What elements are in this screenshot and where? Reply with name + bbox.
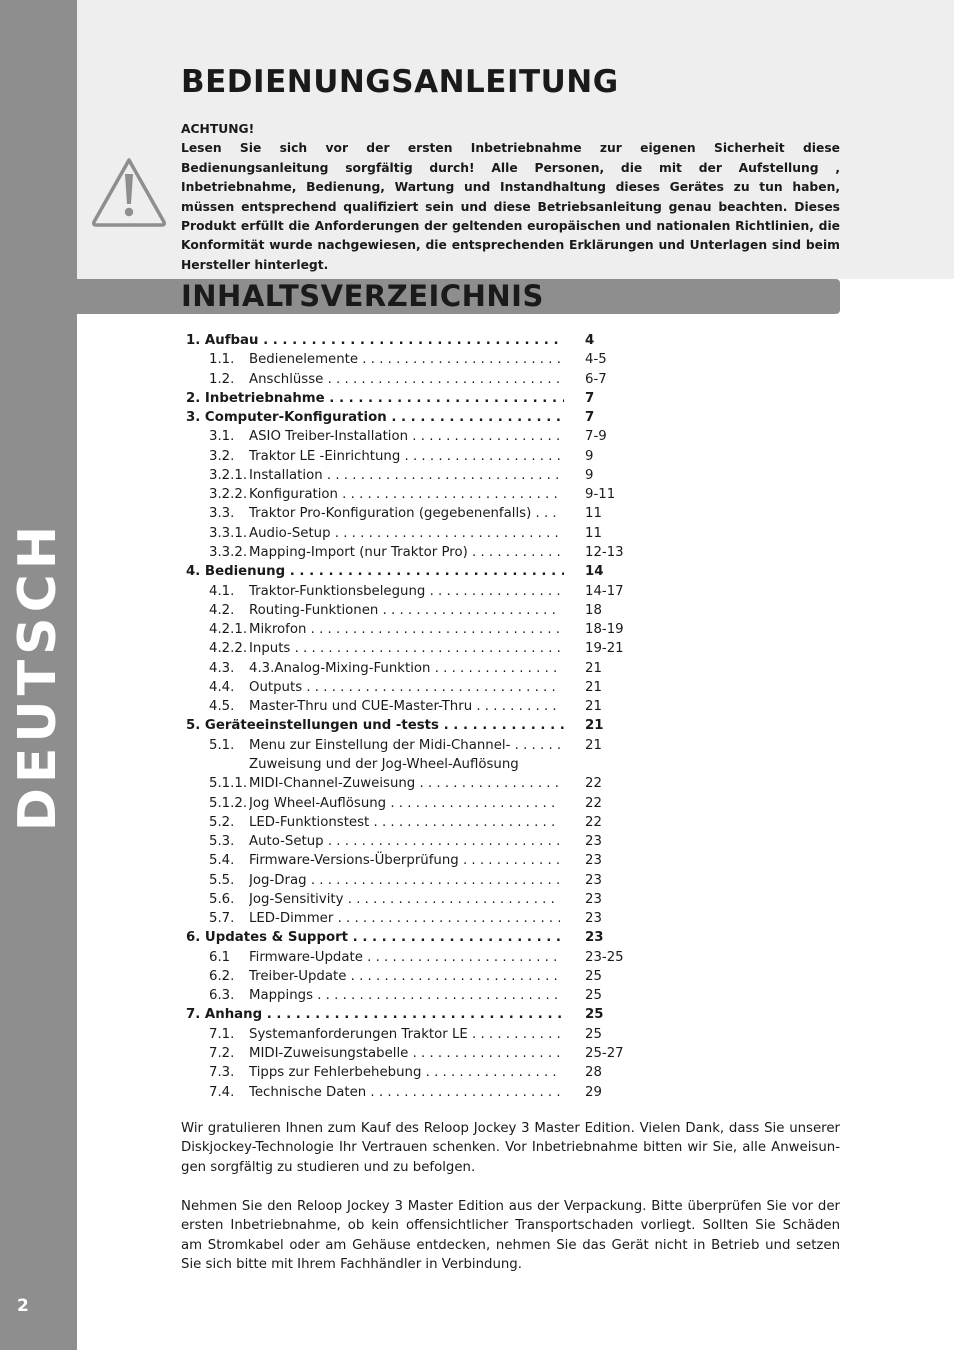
toc-entry-label: Inputs . . . xyxy=(249,639,560,658)
toc-entry[interactable] xyxy=(0,851,954,870)
toc-entry-number: 5.5. xyxy=(209,872,235,888)
toc-entry[interactable] xyxy=(0,794,954,813)
toc-entry-label: Mapping-Import (nur Traktor Pro) . . . xyxy=(249,543,560,562)
toc-entry[interactable] xyxy=(0,427,954,446)
toc-entry-page: 7 xyxy=(585,410,595,426)
toc-entry-page: 21 xyxy=(585,737,602,753)
toc-entry[interactable] xyxy=(0,928,954,947)
toc-entry-label: MIDI-Channel-Zuweisung . . . xyxy=(249,774,560,793)
safety-warning xyxy=(181,120,840,275)
toc-entry-page: 23 xyxy=(585,853,602,869)
intro-text-1: Wir gratulieren Ihnen zum Kauf des Reloop Jockey 3 Master Edition. Vielen Dank, dass Sie unserer Diskjockey-Technologie Ihr Vertrauen schenken. Vor Inbetriebnahme bitten wir Sie, alle Anweisungen sorgfältig zu studieren und zu befolgen. xyxy=(181,1121,840,1175)
toc-entry-number: 4.3. xyxy=(209,660,235,676)
toc-entry-number: 6.3. xyxy=(209,988,235,1004)
intro-text-2: Nehmen Sie den Reloop Jockey 3 Master Edition aus der Verpackung. Bitte überprüfen Sie vor der ersten Inbetriebnahme, ob kein offensichtlicher Transportschaden vorliegt. Sollten Sie Schäden am Stromkabel oder am Gehäuse entdecken, nehmen Sie das Gerät nicht in Betrieb und setzen Sie sich bitte mit Ihrem Fachhändler in Verbindung. xyxy=(181,1199,840,1273)
toc-entry-label: 4.3.Analog-Mixing-Funktion . . . xyxy=(249,659,560,678)
toc-entry[interactable] xyxy=(0,408,954,427)
toc-entry-label: Routing-Funktionen . . . xyxy=(249,601,560,620)
toc-entry-label: Firmware-Update . . . xyxy=(249,948,560,967)
toc-entry[interactable] xyxy=(0,697,954,716)
toc-entry-number: 5.1. xyxy=(209,737,235,753)
toc-entry-number: 1.2. xyxy=(209,371,235,387)
toc-entry-page: 21 xyxy=(585,718,604,734)
toc-entry-label: 1. Aufbau . . . xyxy=(186,331,564,350)
toc-entry-page: 28 xyxy=(585,1065,602,1081)
toc-entry-label: Master-Thru und CUE-Master-Thru . . . xyxy=(249,697,560,716)
toc-entry-page: 18 xyxy=(585,602,602,618)
intro-paragraph-2 xyxy=(181,1197,840,1275)
toc-entry-label: Traktor LE -Einrichtung . . . xyxy=(249,447,560,466)
toc-entry-label: Jog-Sensitivity . . . xyxy=(249,890,560,909)
toc-entry-number: 6.2. xyxy=(209,968,235,984)
toc-entry-page: 12-13 xyxy=(585,545,624,560)
toc-entry[interactable] xyxy=(0,543,954,562)
toc-entry-number: 5.1.2. xyxy=(209,795,248,811)
toc-entry-page: 23-25 xyxy=(585,949,624,965)
toc-entry-number: 7.2. xyxy=(209,1046,235,1061)
toc-entry-number: 5.1.1. xyxy=(209,776,248,792)
toc-entry[interactable] xyxy=(0,504,954,523)
toc-entry-page: 29 xyxy=(585,1084,602,1100)
toc-entry-number: 4.1. xyxy=(209,583,235,599)
toc-entry[interactable] xyxy=(0,890,954,909)
toc-entry-number: 7.1. xyxy=(209,1026,235,1042)
toc-entry-label: ASIO Treiber-Installation . . . xyxy=(249,427,560,446)
toc-entry[interactable] xyxy=(0,716,954,735)
toc-entry[interactable] xyxy=(0,1025,954,1044)
toc-entry-number: 5.2. xyxy=(209,814,235,830)
toc-entry-label: MIDI-Zuweisungstabelle . . . xyxy=(249,1044,560,1063)
toc-entry[interactable] xyxy=(0,350,954,369)
toc-entry-label: Bedienelemente . . . xyxy=(249,350,560,369)
toc-entry-page: 23 xyxy=(585,872,602,888)
toc-entry-label: Treiber-Update . . . xyxy=(249,967,560,986)
toc-entry-label: Outputs . . . xyxy=(249,678,560,697)
toc-entry-page: 7-9 xyxy=(585,429,607,445)
toc-entry[interactable] xyxy=(0,813,954,832)
toc-entry-label: Jog-Drag . . . xyxy=(249,871,560,890)
toc-entry[interactable] xyxy=(0,639,954,658)
page-title: BEDIENUNGSANLEITUNG xyxy=(181,64,619,100)
toc-entry-label: Jog Wheel-Auflösung . . . xyxy=(249,794,560,813)
toc-entry-number: 3.2.2. xyxy=(209,487,248,503)
toc-entry-page: 4 xyxy=(585,333,595,348)
toc-entry-label: Firmware-Versions-Überprüfung . . . xyxy=(249,851,560,870)
toc-entry[interactable] xyxy=(0,774,954,793)
toc-entry[interactable] xyxy=(0,1083,954,1102)
toc-entry-number: 4.2.1. xyxy=(209,622,248,638)
toc-entry-number: 4.2.2. xyxy=(209,641,248,657)
page-number: 2 xyxy=(17,1296,29,1316)
toc-entry-label: Zuweisung und der Jog-Wheel-Auflösung xyxy=(249,756,519,772)
toc-entry-number: 3.1. xyxy=(209,429,235,445)
toc-entry[interactable] xyxy=(0,485,954,504)
toc-entry-number: 5.4. xyxy=(209,853,235,869)
toc-entry-label: LED-Dimmer . . . xyxy=(249,909,560,928)
toc-entry[interactable] xyxy=(0,986,954,1005)
toc-entry[interactable] xyxy=(0,659,954,678)
warning-heading: ACHTUNG! xyxy=(181,122,255,136)
toc-entry-label: Technische Daten . . . xyxy=(249,1083,560,1102)
toc-entry[interactable] xyxy=(0,1005,954,1024)
toc-entry-label: Konfiguration . . . xyxy=(249,485,560,504)
toc-entry-number: 1.1. xyxy=(209,352,235,368)
toc-entry-page: 25 xyxy=(585,1007,604,1023)
toc-entry-number: 4.4. xyxy=(209,679,235,695)
toc-entry-number: 5.6. xyxy=(209,891,235,907)
toc-entry-page: 21 xyxy=(585,660,602,676)
toc-entry-page: 22 xyxy=(585,795,602,811)
toc-entry-page: 25 xyxy=(585,1026,602,1042)
toc-entry-number: 7.4. xyxy=(209,1084,235,1100)
toc-entry-label: 6. Updates & Support . . . xyxy=(186,928,564,947)
toc-entry[interactable] xyxy=(0,1063,954,1082)
toc-entry-label: Menu zur Einstellung der Midi-Channel- . . . xyxy=(249,736,560,755)
toc-entry-page: 11 xyxy=(585,525,602,541)
toc-entry-page: 7 xyxy=(585,390,595,406)
toc-entry-label: Installation . . . xyxy=(249,466,560,485)
toc-entry-label: 7. Anhang . . . xyxy=(186,1005,564,1024)
toc-entry[interactable] xyxy=(0,447,954,466)
toc-entry[interactable] xyxy=(0,370,954,389)
toc-entry-page: 25 xyxy=(585,968,602,984)
warning-text: Lesen Sie sich vor der ersten Inbetriebnahme zur eigenen Sicherheit diese Bedienungsanleitung sorgfältig durch! Alle Personen, die mit der Aufstellung , Inbetriebnahme, Bedienung, Wartung und Instandhaltung dieses Gerätes zu tun haben, müssen entsprechend qualifiziert sein und diese Betriebsanleitung genau beachten. Dieses Produkt erfüllt die Anforderungen der geltenden europäischen und nationalen Richtlinien, die Konformität wurde nachgewiesen, die entsprechenden Erklärungen und Unterlagen sind beim Hersteller hinterlegt. xyxy=(181,141,840,272)
toc-entry-label: 3. Computer-Konfiguration . . . xyxy=(186,408,564,427)
toc-entry[interactable] xyxy=(0,967,954,986)
toc-entry-page: 9-11 xyxy=(585,487,616,503)
toc-entry-page: 6-7 xyxy=(585,371,607,387)
toc-entry-number: 3.3. xyxy=(209,506,235,522)
toc-entry-label: 5. Geräteeinstellungen und -tests . . . xyxy=(186,716,564,735)
toc-entry[interactable] xyxy=(0,389,954,408)
toc-entry-label: LED-Funktionstest . . . xyxy=(249,813,560,832)
toc-entry[interactable] xyxy=(0,736,954,755)
toc-entry[interactable] xyxy=(0,524,954,543)
toc-entry-number: 3.2. xyxy=(209,448,235,464)
toc-entry[interactable] xyxy=(0,948,954,967)
toc-entry-number: 3.2.1. xyxy=(209,467,248,483)
toc-entry[interactable] xyxy=(0,582,954,601)
toc-entry-page: 22 xyxy=(585,814,602,830)
toc-entry-label: Traktor-Funktionsbelegung . . . xyxy=(249,582,560,601)
toc-entry-page: 25-27 xyxy=(585,1046,624,1061)
toc-entry-page: 4-5 xyxy=(585,352,607,368)
toc-title: INHALTSVERZEICHNIS xyxy=(181,279,544,313)
warning-triangle-icon xyxy=(90,156,168,228)
toc-entry[interactable] xyxy=(0,466,954,485)
toc-entry-label: Traktor Pro-Konfiguration (gegebenenfalls) . . . xyxy=(249,504,560,523)
toc-entry-page: 19-21 xyxy=(585,641,624,657)
toc-entry-page: 21 xyxy=(585,699,602,715)
toc-entry[interactable] xyxy=(0,909,954,928)
toc-entry-page: 9 xyxy=(585,448,594,464)
toc-entry[interactable] xyxy=(0,755,954,774)
toc-entry-number: 3.3.1. xyxy=(209,525,248,541)
toc-entry-page: 22 xyxy=(585,776,602,792)
toc-entry[interactable] xyxy=(0,562,954,581)
toc-entry-label: Systemanforderungen Traktor LE . . . xyxy=(249,1025,560,1044)
toc-entry-page: 14-17 xyxy=(585,583,624,599)
toc-entry-page: 18-19 xyxy=(585,622,624,638)
toc-entry-number: 4.5. xyxy=(209,699,235,715)
toc-entry-page: 23 xyxy=(585,891,602,907)
toc-entry[interactable] xyxy=(0,601,954,620)
toc-entry-page: 23 xyxy=(585,911,602,927)
toc-entry-number: 7.3. xyxy=(209,1065,235,1081)
toc-entry-label: Tipps zur Fehlerbehebung . . . xyxy=(249,1063,560,1082)
toc-entry-page: 25 xyxy=(585,988,602,1004)
toc-entry[interactable] xyxy=(0,871,954,890)
toc-entry-page: 21 xyxy=(585,679,602,695)
toc-entry-number: 3.3.2. xyxy=(209,545,248,560)
toc-entry-label: 2. Inbetriebnahme . . . xyxy=(186,389,564,408)
toc-entry-label: Audio-Setup . . . xyxy=(249,524,560,543)
toc-entry-label: Mappings . . . xyxy=(249,986,560,1005)
toc-entry[interactable] xyxy=(0,678,954,697)
language-label: DEUTSCH xyxy=(8,520,68,832)
toc-entry-label: Auto-Setup . . . xyxy=(249,832,560,851)
toc-entry-page: 23 xyxy=(585,834,602,849)
toc-entry-page: 23 xyxy=(585,930,604,946)
toc-entry[interactable] xyxy=(0,832,954,851)
toc-entry-label: Anschlüsse . . . xyxy=(249,370,560,389)
toc-entry-number: 5.3. xyxy=(209,834,235,849)
toc-entry-label: Mikrofon . . . xyxy=(249,620,560,639)
toc-entry[interactable] xyxy=(0,620,954,639)
toc-entry-page: 9 xyxy=(585,467,594,483)
toc-entry-number: 4.2. xyxy=(209,602,235,618)
toc-entry-page: 14 xyxy=(585,564,604,580)
toc-entry[interactable] xyxy=(0,331,954,350)
toc-entry-page: 11 xyxy=(585,506,602,522)
toc-entry-label: 4. Bedienung . . . xyxy=(186,562,564,581)
toc-entry[interactable] xyxy=(0,1044,954,1063)
toc-entry-number: 6.1 xyxy=(209,949,231,965)
toc-entry-number: 5.7. xyxy=(209,911,235,927)
intro-paragraph-1 xyxy=(181,1119,840,1177)
